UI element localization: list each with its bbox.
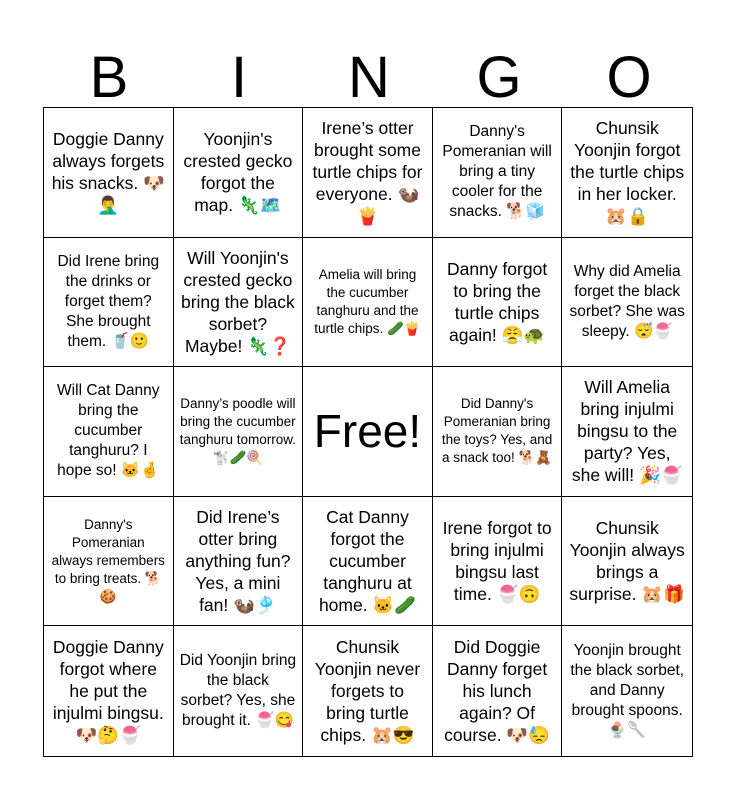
header-letter-b: B — [89, 45, 129, 110]
bingo-cell-text: Irene’s otter brought some turtle chips for everyone. 🦦🍟 — [312, 118, 423, 227]
bingo-cell-text: Did Irene bring the drinks or forget them? She brought them. 🥤🙂 — [57, 252, 160, 350]
bingo-cell[interactable] — [303, 626, 433, 756]
bingo-cell[interactable] — [303, 497, 433, 627]
header-letter-o: O — [606, 45, 652, 110]
bingo-cell-text: Will Cat Danny bring the cucumber tanghuru? I hope so! 🐱🤞 — [57, 382, 160, 480]
bingo-cell[interactable] — [562, 238, 692, 368]
bingo-cell-text: Yoonjin brought the black sorbet, and Danny brought spoons. 🍨🥄 — [570, 642, 685, 740]
bingo-cell[interactable] — [44, 497, 174, 627]
bingo-grid — [43, 107, 693, 757]
bingo-cell-text: Amelia will bring the cucumber tanghuru and the turtle chips. 🥒🍟 — [314, 266, 421, 336]
bingo-cell-text: Did Irene’s otter bring anything fun? Yes, a mini fan! 🦦🎐 — [185, 507, 291, 616]
bingo-cell-text: Did Doggie Danny forget his lunch again? Of course. 🐶😓 — [444, 637, 551, 746]
bingo-cell[interactable] — [44, 626, 174, 756]
header-letter-g: G — [476, 45, 522, 110]
free-space-cell[interactable] — [303, 367, 433, 497]
bingo-cell[interactable] — [303, 108, 433, 238]
bingo-cell[interactable] — [433, 108, 563, 238]
bingo-cell[interactable] — [44, 238, 174, 368]
bingo-cell-text: Did Yoonjin bring the black sorbet? Yes, she brought it. 🍧😋 — [179, 652, 297, 730]
bingo-cell[interactable] — [44, 108, 174, 238]
bingo-cell-text: Doggie Danny forgot where he put the injulmi bingsu. 🐶🤔🍧 — [52, 637, 164, 746]
bingo-cell-text: Irene forgot to bring injulmi bingsu last time. 🍧🙃 — [442, 518, 552, 605]
header-letter-i: I — [230, 45, 248, 110]
bingo-header — [44, 46, 694, 110]
bingo-cell-text: Chunsik Yoonjin always brings a surprise. 🐹🎁 — [569, 518, 685, 605]
bingo-cell[interactable] — [44, 367, 174, 497]
bingo-cell[interactable] — [562, 108, 692, 238]
bingo-cell-text: Danny's Pomeranian will bring a tiny cooler for the snacks. 🐕🧊 — [442, 123, 552, 221]
bingo-cell-text: Doggie Danny always forgets his snacks. 🐶🤦‍♂️ — [51, 129, 165, 216]
bingo-cell-text: Cat Danny forgot the cucumber tanghuru at home. 🐱🥒 — [318, 507, 417, 616]
bingo-cell-text: Danny's Pomeranian always remembers to bring treats. 🐕🍪 — [51, 517, 165, 605]
bingo-cell[interactable] — [562, 497, 692, 627]
bingo-cell-text: Will Amelia bring injulmi bingsu to the party? Yes, she will! 🎉🍧 — [571, 377, 683, 486]
bingo-cell[interactable] — [562, 626, 692, 756]
bingo-cell[interactable] — [174, 108, 304, 238]
bingo-cell[interactable] — [174, 238, 304, 368]
header-letter-n: N — [348, 45, 390, 110]
bingo-cell-text: Why did Amelia forget the black sorbet? She was sleepy. 😴🍧 — [569, 262, 685, 340]
bingo-cell-text: Danny forgot to bring the turtle chips again! 😤🐢 — [446, 258, 548, 345]
bingo-cell[interactable] — [433, 497, 563, 627]
bingo-cell-text: Danny’s poodle will bring the cucumber tanghuru tomorrow. 🐩🥒🍭 — [179, 396, 297, 466]
bingo-cell[interactable] — [303, 238, 433, 368]
bingo-cell-text: Will Yoonjin's crested gecko bring the black sorbet? Maybe! 🦎❓ — [180, 247, 295, 356]
bingo-cell[interactable] — [433, 626, 563, 756]
bingo-cell[interactable] — [174, 497, 304, 627]
bingo-cell-text: Yoonjin's crested gecko forgot the map. 🦎🗺️ — [183, 129, 293, 216]
bingo-cell[interactable] — [562, 367, 692, 497]
free-space-label: Free! — [313, 405, 422, 458]
bingo-cell-text: Chunsik Yoonjin never forgets to bring turtle chips. 🐹😎 — [314, 637, 421, 746]
bingo-cell[interactable] — [174, 626, 304, 756]
bingo-cell[interactable] — [433, 367, 563, 497]
bingo-cell[interactable] — [433, 238, 563, 368]
bingo-cell-text: Chunsik Yoonjin forgot the turtle chips in her locker. 🐹🔒 — [570, 118, 685, 227]
bingo-cell[interactable] — [174, 367, 304, 497]
bingo-cell-text: Did Danny's Pomeranian bring the toys? Yes, and a snack too! 🐕🧸 — [441, 396, 553, 466]
